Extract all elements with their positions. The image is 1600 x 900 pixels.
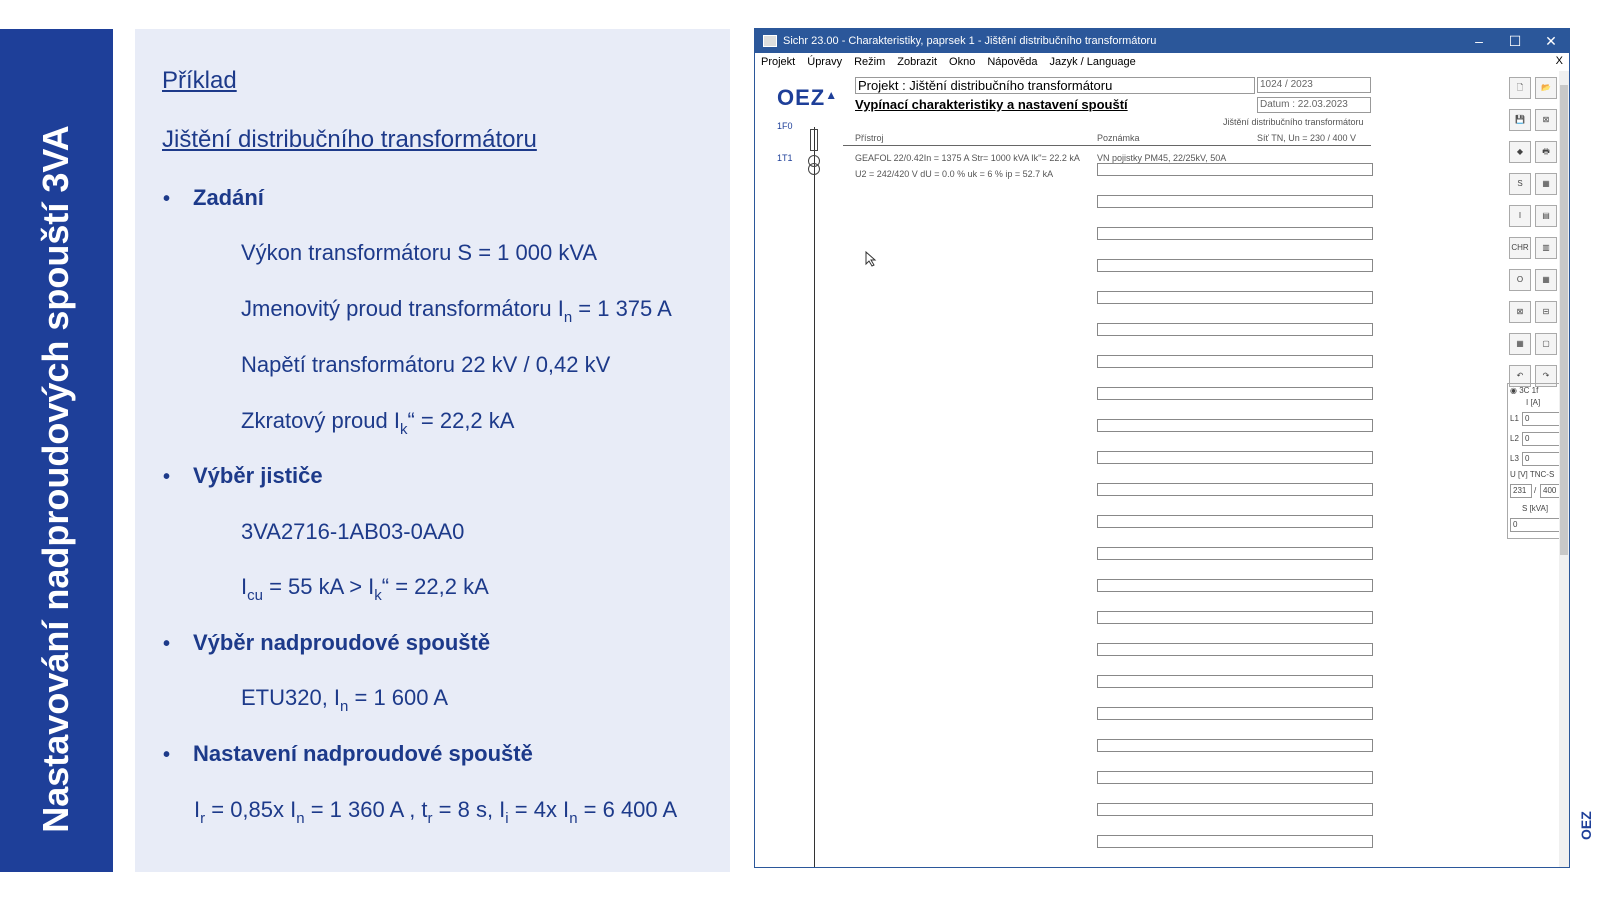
note-row[interactable]	[1097, 195, 1373, 208]
power-field[interactable]: 0	[1510, 518, 1560, 532]
note-line-1: VN pojistky PM45, 22/25kV, 50A	[1097, 153, 1227, 163]
text-part: Jmenovitý proud transformátoru I	[241, 296, 564, 321]
note-row[interactable]	[1097, 579, 1373, 592]
list-tool-icon[interactable]: ▤	[1535, 205, 1557, 227]
window-titlebar[interactable]	[755, 29, 1569, 53]
col-device-header: Přístroj	[855, 133, 884, 143]
frame-tool-icon[interactable]: ▢	[1535, 333, 1557, 355]
subscript: k	[374, 587, 382, 604]
note-row[interactable]	[1097, 483, 1373, 496]
window-title: Sichr 23.00 - Charakteristiky, paprsek 1 - Jištění distribučního transformátoru	[783, 35, 1157, 47]
bullet-vyber-jistice	[163, 463, 323, 489]
transformer-symbol-icon-2[interactable]	[808, 163, 820, 175]
bullet-title: Výběr jističe	[193, 463, 323, 488]
note-row[interactable]	[1097, 803, 1373, 816]
text-line: Výkon transformátoru S = 1 000 kVA	[241, 240, 598, 265]
note-row[interactable]	[1097, 835, 1373, 848]
logo-text: OEZ	[777, 85, 826, 110]
note-row[interactable]	[1097, 707, 1373, 720]
text-part: = 6 400 A	[577, 797, 678, 822]
subscript: r	[427, 810, 433, 827]
characteristics-heading: Vypínací charakteristiky a nastavení spouští	[855, 97, 1128, 112]
note-row[interactable]	[1097, 643, 1373, 656]
note-row[interactable]	[1097, 323, 1373, 336]
open-folder-icon[interactable]: 📂	[1535, 77, 1557, 99]
device-line-2[interactable]: U2 = 242/420 V dU = 0.0 % uk = 6 % ip = 52.7 kA	[855, 169, 1054, 179]
feeder-line	[814, 127, 815, 867]
text-part: = 4x I	[508, 797, 570, 822]
l3-current-field[interactable]: 0	[1522, 452, 1560, 466]
print-icon[interactable]: 🖶	[1535, 141, 1557, 163]
note-row[interactable]	[1097, 387, 1373, 400]
corner-oez-logo: OEZ	[1578, 811, 1594, 840]
menu-bar	[755, 53, 1569, 71]
text-line	[241, 296, 672, 326]
note-row[interactable]	[1097, 227, 1373, 240]
close-button[interactable]: ✕	[1545, 33, 1557, 49]
note-row[interactable]	[1097, 675, 1373, 688]
text-part: I	[194, 797, 201, 822]
bullet-dot-icon: •	[163, 466, 171, 488]
project-note: Jištění distribučního transformátoru	[1223, 117, 1364, 127]
split-tool-icon[interactable]: ⊟	[1535, 301, 1557, 323]
text-part: “ = 22,2 kA	[381, 574, 489, 599]
text-part: = 1 600 A	[348, 685, 449, 710]
text-part: I	[241, 574, 248, 599]
note-row[interactable]	[1097, 547, 1373, 560]
note-row[interactable]	[1097, 259, 1373, 272]
bullet-zadani	[163, 185, 264, 211]
erase-icon[interactable]: ◆	[1509, 141, 1531, 163]
text-line	[241, 408, 514, 438]
fuse-symbol-icon[interactable]	[810, 129, 818, 151]
table-tool-icon[interactable]: ▦	[1535, 269, 1557, 291]
current-label: I [A]	[1526, 398, 1541, 407]
note-row[interactable]	[1097, 771, 1373, 784]
node-label-1t1[interactable]: 1T1	[777, 153, 793, 163]
bullet-nastaveni	[163, 741, 533, 767]
text-part: “ = 22,2 kA	[407, 408, 515, 433]
text-line: Napětí transformátoru 22 kV / 0,42 kV	[241, 352, 611, 377]
subscript: n	[296, 810, 305, 827]
calc-tool-icon[interactable]: ▦	[1509, 333, 1531, 355]
text-part: = 0,85x I	[205, 797, 297, 822]
example-heading: Příklad	[162, 67, 237, 94]
document-close-button[interactable]: X	[1555, 55, 1563, 67]
menu-upravy[interactable]: Úpravy	[807, 56, 843, 68]
maximize-button[interactable]: ☐	[1508, 33, 1522, 49]
sichr-window	[754, 28, 1570, 868]
device-line-1[interactable]: GEAFOL 22/0.42In = 1375 A Str= 1000 kVA Ik''= 22.2 kA	[855, 153, 1080, 163]
mouse-cursor-icon	[865, 251, 877, 267]
l2-label: L2	[1510, 434, 1519, 443]
menu-okno[interactable]: Okno	[949, 56, 976, 68]
text-part: = 8 s, I	[432, 797, 506, 822]
voltage-separator: /	[1534, 486, 1537, 495]
note-row[interactable]	[1097, 739, 1373, 752]
voltage-label: U [V] TNC-S	[1510, 470, 1555, 479]
l1-current-field[interactable]: 0	[1522, 412, 1560, 426]
bullet-dot-icon: •	[163, 188, 171, 210]
subscript: n	[569, 810, 578, 827]
oez-logo	[777, 85, 838, 111]
report-tool-icon[interactable]: ▥	[1535, 237, 1557, 259]
note-row[interactable]	[1097, 611, 1373, 624]
logo-triangle-icon: ▲	[825, 88, 839, 102]
subscript: n	[563, 309, 573, 326]
undo-icon[interactable]: ↶	[1509, 365, 1531, 387]
document-area	[755, 71, 1505, 867]
l2-current-field[interactable]: 0	[1522, 432, 1560, 446]
close-doc-icon[interactable]: ⊠	[1535, 109, 1557, 131]
power-label: S [kVA]	[1522, 504, 1549, 513]
subscript: r	[200, 810, 206, 827]
right-toolbar	[1507, 73, 1563, 380]
bullet-dot-icon: •	[163, 633, 171, 655]
text-part: Zkratový proud I	[241, 408, 400, 433]
grid-tool-icon[interactable]: ▦	[1535, 173, 1557, 195]
side-bar	[0, 29, 113, 872]
current-panel	[1507, 383, 1563, 539]
text-line	[194, 797, 677, 827]
subscript: i	[505, 810, 509, 827]
side-title: Nastavování nadproudových spouští 3VA	[35, 125, 76, 833]
box-tool-icon[interactable]: ⊠	[1509, 301, 1531, 323]
topic-heading: Jištění distribučního transformátoru	[162, 126, 537, 153]
header-divider	[843, 145, 1371, 146]
project-number-field[interactable]: 1024 / 2023	[1257, 77, 1371, 93]
subscript: n	[340, 698, 349, 715]
phase-mode-radio[interactable]: ◉ 3C 1f	[1510, 386, 1539, 395]
app-icon[interactable]	[763, 35, 777, 47]
subscript: k	[399, 421, 408, 438]
menu-rezim[interactable]: Režim	[854, 56, 886, 68]
menu-zobrazit[interactable]: Zobrazit	[897, 56, 938, 68]
phase-voltage-field[interactable]: 231	[1510, 484, 1532, 498]
note-row[interactable]	[1097, 515, 1373, 528]
scrollbar-thumb[interactable]	[1560, 85, 1568, 555]
text-part: = 55 kA > I	[262, 574, 375, 599]
vertical-scrollbar[interactable]	[1559, 71, 1569, 867]
bullet-title: Výběr nadproudové spouště	[193, 630, 491, 655]
text-part: = 1 360 A , t	[304, 797, 428, 822]
date-field[interactable]: Datum : 22.03.2023	[1257, 97, 1371, 113]
s-tool-icon[interactable]: S	[1509, 173, 1531, 195]
menu-projekt[interactable]: Projekt	[761, 56, 796, 68]
text-line: 3VA2716-1AB03-0AA0	[241, 519, 465, 544]
i-tool-icon[interactable]: I	[1509, 205, 1531, 227]
note-row[interactable]	[1097, 291, 1373, 304]
col-note-header: Poznámka	[1097, 133, 1140, 143]
text-line	[241, 685, 448, 715]
note-row[interactable]	[1097, 163, 1373, 176]
note-row[interactable]	[1097, 419, 1373, 432]
subscript: cu	[247, 587, 263, 604]
example-panel	[135, 29, 730, 872]
text-part: ETU320, I	[241, 685, 341, 710]
bullet-vyber-spoust	[163, 630, 490, 656]
new-file-icon[interactable]: 🗋	[1509, 77, 1531, 99]
project-title-field[interactable]: Projekt : Jištění distribučního transformátoru	[855, 77, 1255, 94]
chr-tool-icon[interactable]: CHR	[1509, 237, 1531, 259]
bullet-dot-icon: •	[163, 744, 171, 766]
note-row[interactable]	[1097, 451, 1373, 464]
l3-label: L3	[1510, 454, 1519, 463]
o-tool-icon[interactable]: O	[1509, 269, 1531, 291]
bullet-title: Zadání	[193, 185, 264, 210]
line-voltage-field[interactable]: 400	[1540, 484, 1562, 498]
l1-label: L1	[1510, 414, 1519, 423]
text-part: = 1 375 A	[572, 296, 672, 321]
bullet-title: Nastavení nadproudové spouště	[193, 741, 533, 766]
redo-icon[interactable]: ↷	[1535, 365, 1557, 387]
menu-jazyk[interactable]: Jazyk / Language	[1049, 56, 1136, 68]
network-label: Síť TN, Un = 230 / 400 V	[1257, 133, 1357, 143]
menu-napoveda[interactable]: Nápověda	[987, 56, 1038, 68]
text-line	[241, 574, 489, 604]
save-icon[interactable]: 💾	[1509, 109, 1531, 131]
note-row[interactable]	[1097, 355, 1373, 368]
node-label-1f0[interactable]: 1F0	[777, 121, 793, 131]
minimize-button[interactable]: –	[1475, 33, 1483, 49]
